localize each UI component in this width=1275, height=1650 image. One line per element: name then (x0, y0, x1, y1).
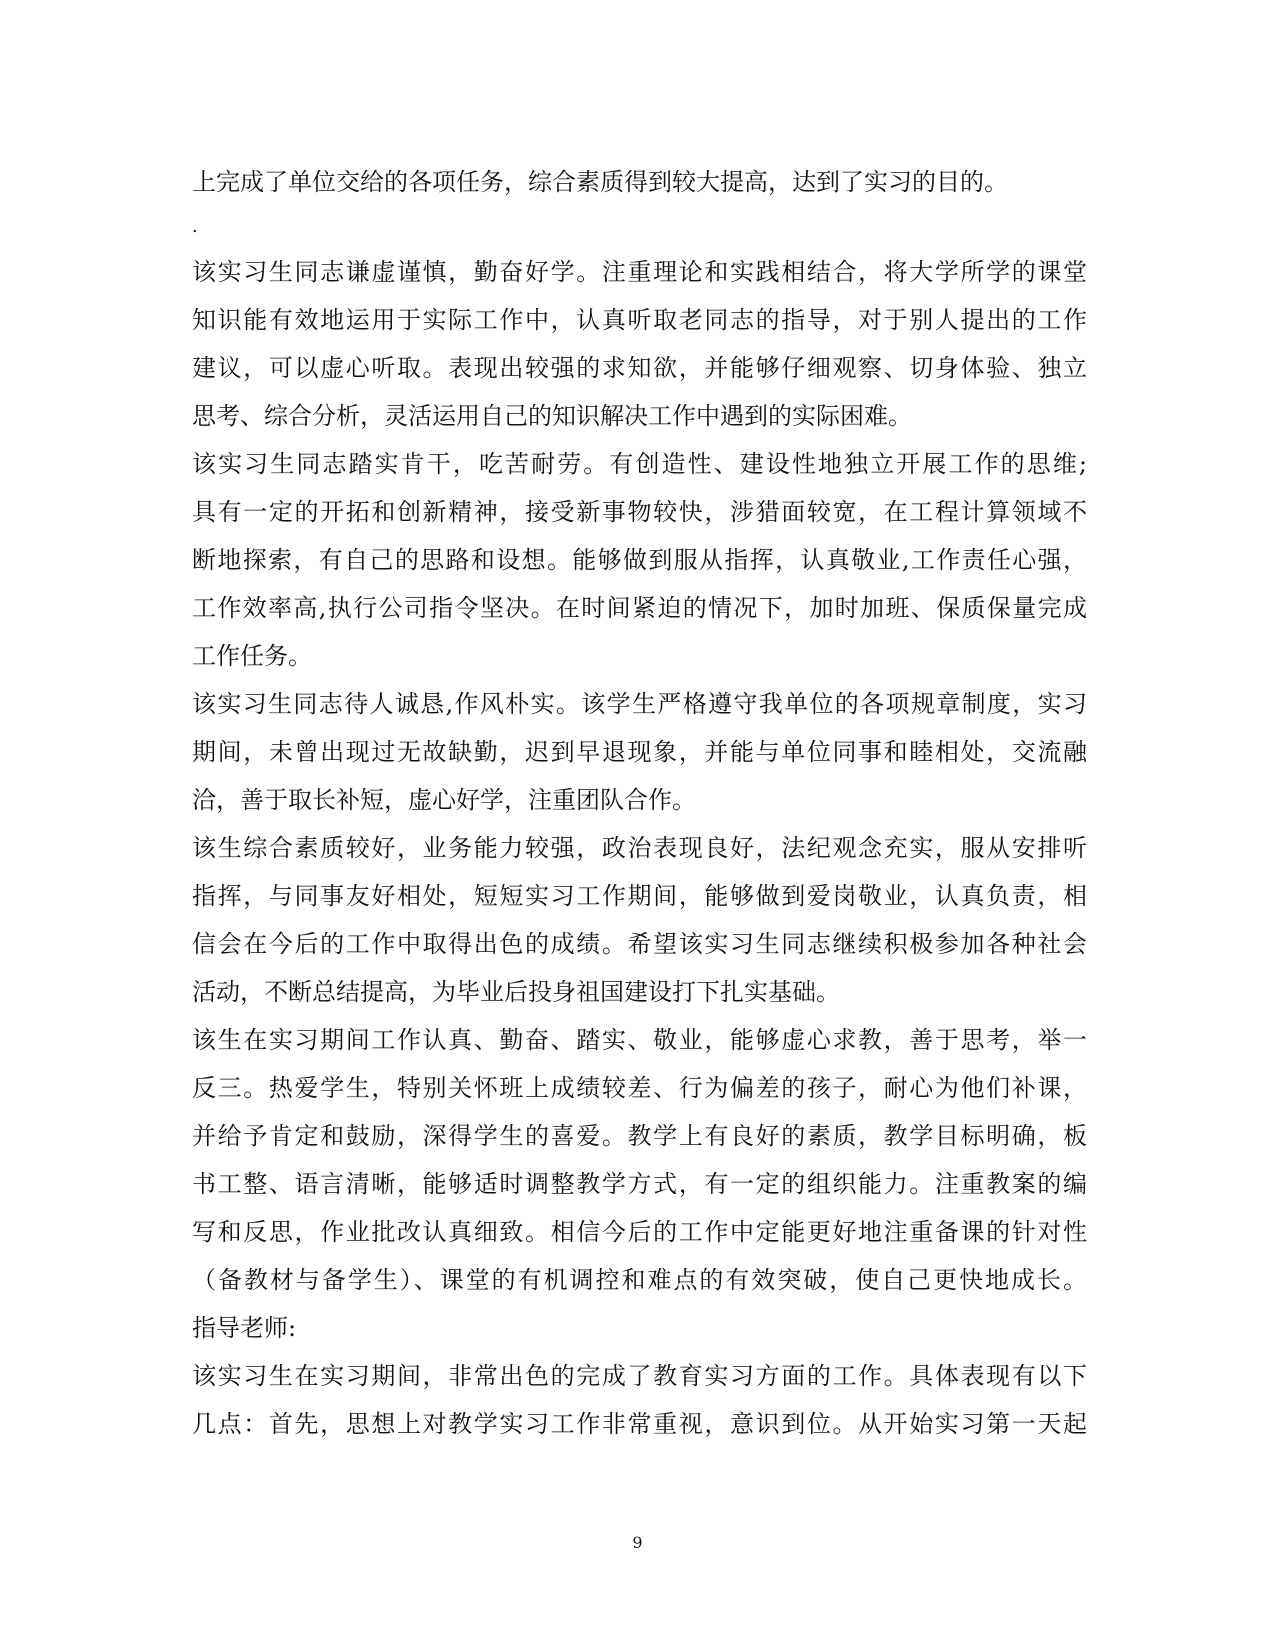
text-line-1: 上完成了单位交给的各项任务，综合素质得到较大提高，达到了实习的目的。 (192, 168, 1008, 196)
text-line-24: （备教材与备学生）、课堂的有机调控和难点的有效突破，使自己更快地成长。 (192, 1266, 1087, 1294)
text-line-23: 写和反思，作业批改认真细致。相信今后的工作中定能更好地注重备课的针对性 (192, 1218, 1087, 1246)
text-line-17: 信会在今后的工作中取得出色的成绩。希望该实习生同志继续积极参加各种社会 (192, 930, 1087, 958)
page-number: 9 (632, 1533, 643, 1552)
text-line-10: 工作效率高,执行公司指令坚决。在时间紧迫的情况下，加时加班、保质保量完成 (192, 594, 1087, 622)
text-line-11: 工作任务。 (192, 642, 312, 670)
text-line-21: 并给予肯定和鼓励，深得学生的喜爱。教学上有良好的素质，教学目标明确，板 (192, 1122, 1087, 1150)
text-line-6: 思考、综合分析，灵活运用自己的知识解决工作中遇到的实际困难。 (192, 402, 912, 430)
text-line-7: 该实习生同志踏实肯干，吃苦耐劳。有创造性、建设性地独立开展工作的思维; (192, 450, 1087, 478)
text-line-16: 指挥，与同事友好相处，短短实习工作期间，能够做到爱岗敬业，认真负责，相 (192, 882, 1087, 910)
text-line-15: 该生综合素质较好，业务能力较强，政治表现良好，法纪观念充实，服从安排听 (192, 834, 1087, 862)
text-line-13: 期间，未曾出现过无故缺勤，迟到早退现象，并能与单位同事和睦相处，交流融 (192, 738, 1087, 766)
text-line-8: 具有一定的开拓和创新精神，接受新事物较快，涉猎面较宽，在工程计算领域不 (192, 498, 1087, 526)
text-line-4: 知识能有效地运用于实际工作中，认真听取老同志的指导，对于别人提出的工作 (192, 306, 1087, 334)
text-line-5: 建议，可以虚心听取。表现出较强的求知欲，并能够仔细观察、切身体验、独立 (192, 354, 1087, 382)
text-line-26: 该实习生在实习期间，非常出色的完成了教育实习方面的工作。具体表现有以下 (192, 1362, 1087, 1390)
text-line-19: 该生在实习期间工作认真、勤奋、踏实、敬业，能够虚心求教，善于思考，举一 (192, 1026, 1087, 1054)
text-line-3: 该实习生同志谦虚谨慎，勤奋好学。注重理论和实践相结合，将大学所学的课堂 (192, 258, 1087, 286)
text-line-27: 几点：首先，思想上对教学实习工作非常重视，意识到位。从开始实习第一天起 (192, 1410, 1087, 1438)
text-line-25: 指导老师: (192, 1314, 297, 1342)
text-line-14: 洽，善于取长补短，虚心好学，注重团队合作。 (192, 786, 696, 814)
text-line-20: 反三。热爱学生，特别关怀班上成绩较差、行为偏差的孩子，耐心为他们补课， (192, 1074, 1087, 1102)
text-line-18: 活动，不断总结提高，为毕业后投身祖国建设打下扎实基础。 (192, 978, 840, 1006)
text-line-9: 断地探索，有自己的思路和设想。能够做到服从指挥，认真敬业,工作责任心强， (192, 546, 1087, 574)
text-line-2: . (192, 216, 198, 237)
text-line-22: 书工整、语言清晰，能够适时调整教学方式，有一定的组织能力。注重教案的编 (192, 1170, 1087, 1198)
document-body (192, 158, 1087, 1448)
text-line-12: 该实习生同志待人诚恳,作风朴实。该学生严格遵守我单位的各项规章制度，实习 (192, 690, 1087, 718)
